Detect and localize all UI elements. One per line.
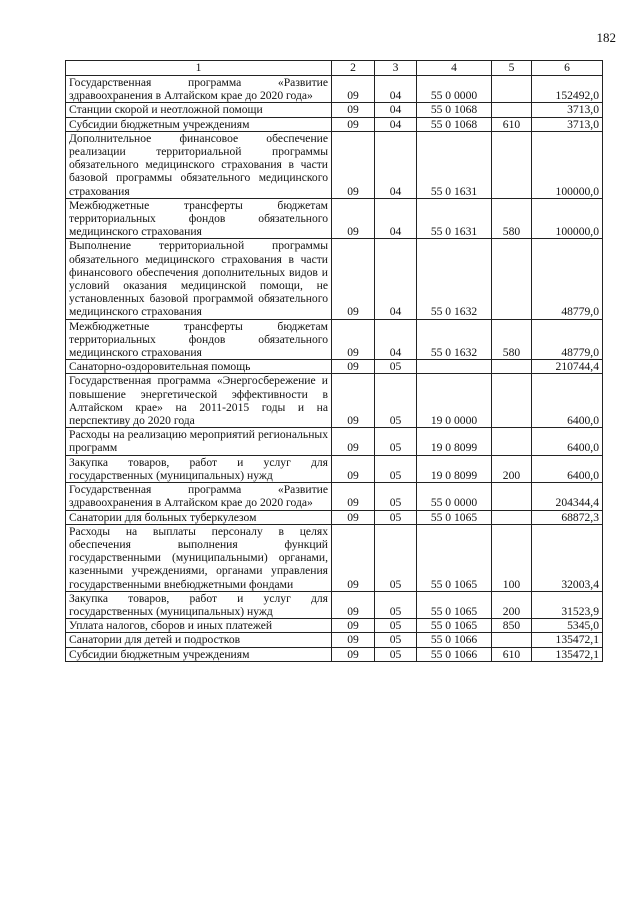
row-target-article-cell: 55 0 1632 [417,239,492,319]
budget-table [65,60,603,662]
row-target-article-cell: 55 0 1631 [417,131,492,198]
column-header: 3 [375,61,417,76]
row-expense-type-cell [492,374,532,428]
table-row [66,455,603,482]
table-row [66,428,603,455]
row-name-cell: Расходы на реализацию мероприятий региональных программ [66,428,332,455]
row-name-cell: Закупка товаров, работ и услуг для государственных (муниципальных) нужд [66,455,332,482]
row-name-cell: Государственная программа «Развитие здравоохранения в Алтайском крае до 2020 года» [66,76,332,103]
row-expense-type-cell [492,510,532,524]
table-row [66,633,603,647]
row-amount-cell: 204344,4 [532,483,603,510]
row-target-article-cell: 19 0 8099 [417,428,492,455]
row-amount-cell: 48779,0 [532,319,603,360]
row-target-article-cell: 55 0 1068 [417,103,492,117]
row-section-cell: 09 [332,428,375,455]
row-section-cell: 09 [332,633,375,647]
column-header: 5 [492,61,532,76]
row-expense-type-cell [492,633,532,647]
row-amount-cell: 100000,0 [532,198,603,239]
row-section-cell: 09 [332,647,375,661]
row-expense-type-cell [492,76,532,103]
row-name-cell: Закупка товаров, работ и услуг для государственных (муниципальных) нужд [66,591,332,618]
row-section-cell: 09 [332,360,375,374]
row-subsection-cell: 05 [375,633,417,647]
table-row [66,510,603,524]
row-name-cell: Санатории для детей и подростков [66,633,332,647]
row-section-cell: 09 [332,510,375,524]
row-target-article-cell: 55 0 1065 [417,619,492,633]
row-expense-type-cell: 580 [492,319,532,360]
row-amount-cell: 6400,0 [532,455,603,482]
table-header-row [66,61,603,76]
row-target-article-cell: 55 0 1631 [417,198,492,239]
row-expense-type-cell: 200 [492,591,532,618]
column-header: 4 [417,61,492,76]
row-amount-cell: 100000,0 [532,131,603,198]
table-row [66,483,603,510]
row-target-article-cell: 55 0 1068 [417,117,492,131]
row-amount-cell: 6400,0 [532,428,603,455]
row-amount-cell: 210744,4 [532,360,603,374]
table-row [66,524,603,591]
row-target-article-cell: 55 0 1066 [417,633,492,647]
row-expense-type-cell [492,483,532,510]
table-row [66,647,603,661]
row-subsection-cell: 04 [375,117,417,131]
row-section-cell: 09 [332,483,375,510]
table-row [66,360,603,374]
row-target-article-cell: 19 0 0000 [417,374,492,428]
row-amount-cell: 135472,1 [532,647,603,661]
row-subsection-cell: 05 [375,524,417,591]
row-expense-type-cell [492,103,532,117]
row-subsection-cell: 04 [375,131,417,198]
row-expense-type-cell [492,131,532,198]
row-subsection-cell: 04 [375,239,417,319]
row-expense-type-cell: 100 [492,524,532,591]
row-name-cell: Станции скорой и неотложной помощи [66,103,332,117]
row-amount-cell: 48779,0 [532,239,603,319]
row-section-cell: 09 [332,319,375,360]
row-target-article-cell: 55 0 1065 [417,510,492,524]
row-name-cell: Санатории для больных туберкулезом [66,510,332,524]
row-amount-cell: 3713,0 [532,117,603,131]
row-subsection-cell: 05 [375,374,417,428]
row-amount-cell: 5345,0 [532,619,603,633]
row-amount-cell: 31523,9 [532,591,603,618]
table-row [66,619,603,633]
row-amount-cell: 3713,0 [532,103,603,117]
row-expense-type-cell: 610 [492,647,532,661]
row-expense-type-cell [492,360,532,374]
row-section-cell: 09 [332,239,375,319]
row-expense-type-cell: 850 [492,619,532,633]
row-name-cell: Выполнение территориальной программы обязательного медицинского страхования в части финансового обеспечения дополнительных видов и условий оказания медицинской помощи, не установленных базовой программой обязательного медицинского страхования [66,239,332,319]
row-expense-type-cell [492,428,532,455]
row-section-cell: 09 [332,455,375,482]
row-name-cell: Межбюджетные трансферты бюджетам территориальных фондов обязательного медицинского страхования [66,319,332,360]
row-expense-type-cell [492,239,532,319]
column-header: 6 [532,61,603,76]
row-amount-cell: 135472,1 [532,633,603,647]
row-target-article-cell: 55 0 1632 [417,319,492,360]
table-row [66,319,603,360]
row-section-cell: 09 [332,103,375,117]
row-target-article-cell: 19 0 8099 [417,455,492,482]
row-subsection-cell: 04 [375,319,417,360]
row-section-cell: 09 [332,198,375,239]
column-header: 2 [332,61,375,76]
row-target-article-cell: 55 0 0000 [417,483,492,510]
row-target-article-cell [417,360,492,374]
row-amount-cell: 32003,4 [532,524,603,591]
row-name-cell: Санаторно-оздоровительная помощь [66,360,332,374]
row-name-cell: Государственная программа «Энергосбережение и повышение энергетической эффективности в Алтайском крае» на 2011-2015 годы и на перспективу до 2020 года [66,374,332,428]
row-name-cell: Субсидии бюджетным учреждениям [66,647,332,661]
row-target-article-cell: 55 0 1065 [417,591,492,618]
row-subsection-cell: 05 [375,428,417,455]
row-section-cell: 09 [332,591,375,618]
table-body [66,76,603,662]
row-target-article-cell: 55 0 0000 [417,76,492,103]
table-row [66,131,603,198]
row-subsection-cell: 05 [375,619,417,633]
row-amount-cell: 68872,3 [532,510,603,524]
row-section-cell: 09 [332,619,375,633]
row-subsection-cell: 05 [375,510,417,524]
row-target-article-cell: 55 0 1065 [417,524,492,591]
row-amount-cell: 6400,0 [532,374,603,428]
row-subsection-cell: 05 [375,483,417,510]
row-name-cell: Субсидии бюджетным учреждениям [66,117,332,131]
row-section-cell: 09 [332,524,375,591]
row-section-cell: 09 [332,374,375,428]
row-amount-cell: 152492,0 [532,76,603,103]
table-row [66,591,603,618]
row-subsection-cell: 05 [375,591,417,618]
row-subsection-cell: 04 [375,76,417,103]
row-section-cell: 09 [332,131,375,198]
table-row [66,374,603,428]
row-section-cell: 09 [332,117,375,131]
column-header: 1 [66,61,332,76]
row-name-cell: Расходы на выплаты персоналу в целях обеспечения выполнения функций государственными (муниципальными) органами, казенными учреждениями, органами управления государственными внебюджетными фондами [66,524,332,591]
row-subsection-cell: 05 [375,360,417,374]
row-expense-type-cell: 200 [492,455,532,482]
row-expense-type-cell: 610 [492,117,532,131]
page-number: 182 [596,30,616,45]
row-expense-type-cell: 580 [492,198,532,239]
row-section-cell: 09 [332,76,375,103]
row-subsection-cell: 04 [375,103,417,117]
table-row [66,76,603,103]
table-row [66,103,603,117]
row-target-article-cell: 55 0 1066 [417,647,492,661]
row-name-cell: Уплата налогов, сборов и иных платежей [66,619,332,633]
row-name-cell: Государственная программа «Развитие здравоохранения в Алтайском крае до 2020 года» [66,483,332,510]
table-row [66,198,603,239]
row-name-cell: Дополнительное финансовое обеспечение реализации территориальной программы обязательного медицинского страхования в части базовой программы обязательного медицинского страхования [66,131,332,198]
row-subsection-cell: 05 [375,647,417,661]
row-subsection-cell: 04 [375,198,417,239]
row-subsection-cell: 05 [375,455,417,482]
row-name-cell: Межбюджетные трансферты бюджетам территориальных фондов обязательного медицинского страхования [66,198,332,239]
table-row [66,239,603,319]
table-row [66,117,603,131]
